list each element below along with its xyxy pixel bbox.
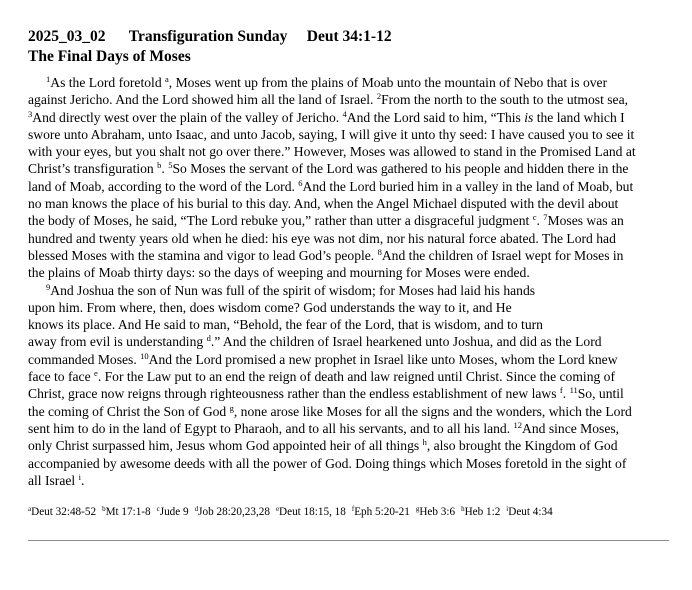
text-line [28,178,668,195]
text-line [28,160,668,177]
text-line [28,282,668,299]
footnote-item [506,506,552,518]
text-line [28,195,668,212]
verse-or-note-marker: 10 [140,350,149,361]
verse-or-note-marker: 4 [342,108,347,119]
text-run: against Jericho. And the Lord showed him all the land of Israel. [28,92,377,108]
text-run: swore unto Abraham, unto Isaac, and unto Jacob, saying, I will give it unto thy seed: I have caused you to see it [28,126,635,142]
verse-or-note-marker: 7 [543,212,548,223]
sermon-date: 2025_03_02 [28,28,106,45]
text-line [28,126,668,143]
footnote-marker: a [28,505,32,514]
verse-or-note-marker: i [78,471,81,482]
text-line [28,247,668,264]
footnote-item [276,506,346,518]
text-run: the body of Moses, he said, “The Lord rebuke you,” rather than utter a disgraceful judgment [28,213,533,229]
text-run: accompanied by awesome deeds with all the power of God. Doing things which Moses foretold in the sight of [28,455,627,471]
verse-or-note-marker: h [422,437,427,448]
verse-or-note-marker: 2 [376,91,382,102]
text-line [28,368,668,385]
text-line [28,455,668,472]
verse-or-note-marker: f [559,385,563,396]
text-run: all Israel [28,472,79,488]
text-run: And directly west over the plain of the valley of Jericho. [32,109,343,125]
text-run: the coming of Christ the Son of God [28,403,230,419]
text-run: commanded Moses. [28,351,141,367]
footnote-item [352,506,410,518]
footnote-marker: i [506,505,509,514]
verse-or-note-marker: 12 [513,419,523,430]
footnote-reference: Jude 9 [159,506,189,519]
footnote-item [102,506,151,518]
footnote-reference: Mt 17:1-8 [105,506,151,519]
text-run: . [562,386,570,402]
verse-or-note-marker: 9 [46,281,51,292]
text-line [28,351,668,368]
text-run: . For the Law put to an end the reign of death and law reigned until Christ. Since the coming of [97,369,616,385]
scripture-body [28,74,668,489]
text-run: .” And the children of Israel hearkened unto Joshua, and did as the Lord [210,334,602,350]
footnote-marker: e [275,505,280,514]
text-line [28,403,668,420]
verse-or-note-marker: 8 [377,246,382,257]
text-run: And the Lord promised a new prophet in Israel like unto Moses, whom the Lord knew [148,351,618,367]
text-run: blessed Moses with the stamina and vigor to lead God’s people. [28,247,378,263]
text-run: So Moses the servant of the Lord was gathered to his people and hidden there in the [172,161,629,177]
footnote-item [461,506,500,518]
footnote-marker: d [194,505,199,514]
text-run: From the north to the south to the utmost sea, [381,92,629,108]
verse-or-note-marker: e [94,368,98,379]
text-run: upon him. From where, then, does wisdom come? God understands the way to it, and He [28,299,512,315]
text-line [28,333,668,350]
text-run: So, until [577,386,624,402]
text-run: Moses was an [547,213,624,229]
text-run: As the Lord foretold [50,75,166,90]
footnote-reference: Heb 3:6 [419,506,456,519]
text-run: And since Moses, [522,420,620,436]
footnote-reference: Eph 5:20-21 [354,506,410,519]
text-run: Christ, grace now reigns through righteousness rather than the endless establishment of new laws [28,386,560,402]
document-page [28,27,668,518]
text-run: with your eyes, but you shalt not go over there.” However, Moses was allowed to stand in the Promised Land at [28,144,636,160]
text-line [28,212,668,229]
text-run: the plains of Moab thirty days: so the days of weeping and mourning for Moses were ended. [28,265,530,281]
text-line [28,264,668,281]
header-line [28,27,668,47]
verse-or-note-marker: 1 [46,74,51,84]
text-run: sent him to do in the land of Egypt to Pharaoh, and to all his servants, and to all his land. [28,420,514,436]
text-line [28,91,668,108]
text-line [28,109,668,126]
footnote-item [195,506,270,518]
text-run: . [536,213,544,229]
footnote-reference: Deut 18:15, 18 [279,506,346,519]
text-run: And the Lord said to him, “This [346,109,525,125]
sermon-occasion: Transfiguration Sunday [128,28,288,45]
footnote-item [416,506,455,518]
verse-or-note-marker: c [532,212,537,223]
text-run: the land which I [533,109,625,125]
text-run: , Moses went up from the plains of Moab unto the mountain of Nebo that is over [168,75,608,90]
text-line [28,299,668,316]
verse-or-note-marker: d [206,333,211,344]
text-run: , none arose like Moses for all the signs and the wonders, which the Lord [233,403,632,419]
text-run: knows its place. And He said to man, “Behold, the fear of the Lord, that is wisdom, and to turn [28,317,543,333]
verse-or-note-marker: 5 [168,160,173,171]
text-run: And Joshua the son of Nun was full of the spirit of wisdom; for Moses had laid his hands [50,282,536,298]
text-line [28,143,668,160]
text-line [28,472,668,489]
scripture-reference: Deut 34:1-12 [306,28,392,45]
footnote-marker: c [156,505,160,514]
footnote-item [28,506,96,518]
text-run: only Christ surpassed him, Jesus whom God appointed heir of all things [28,438,423,454]
text-run: And the Lord buried him in a valley in the land of Moab, but [302,178,634,194]
footnote-marker: b [102,505,106,514]
verse-or-note-marker: 11 [569,385,578,396]
italic-text: is [524,109,534,125]
footnote-marker: g [415,505,420,514]
text-run: no man knows the place of his burial to this day. And, when the Angel Michael disputed with the devil about [28,196,619,212]
footnotes [28,506,668,518]
text-run: away from evil is understanding [28,334,207,350]
footnote-reference: Job 28:20,23,28 [198,506,270,519]
text-line [28,230,668,247]
footnote-reference: Deut 4:34 [508,506,553,519]
text-line [28,316,668,333]
text-line [28,74,668,91]
footnote-marker: h [461,505,465,514]
text-run: . [161,161,169,177]
text-run: land of Moab, according to the word of the Lord. [28,178,299,194]
text-line [28,385,668,402]
verse-or-note-marker: g [229,402,234,413]
verse-or-note-marker: 6 [298,177,303,188]
text-line [28,437,668,454]
footnote-reference: Heb 1:2 [464,506,501,519]
page-title: The Final Days of Moses [28,48,191,65]
footnote-divider [28,540,669,541]
footnote-item [157,506,189,518]
verse-or-note-marker: a [165,74,169,84]
text-line [28,420,668,437]
text-run: And the children of Israel wept for Moses in [381,247,624,263]
text-run: hundred and twenty years old when he died: his eye was not dim, nor his natural force abated. The Lord had [28,230,616,246]
verse-or-note-marker: 3 [28,108,33,119]
text-run: , also brought the Kingdom of God [426,438,618,454]
text-run: . [80,472,85,488]
text-run: face to face [28,369,95,385]
footnote-reference: Deut 32:48-52 [31,506,97,519]
verse-or-note-marker: b [157,160,162,171]
footnote-marker: f [351,505,355,514]
text-run: Christ’s transfiguration [28,161,158,177]
